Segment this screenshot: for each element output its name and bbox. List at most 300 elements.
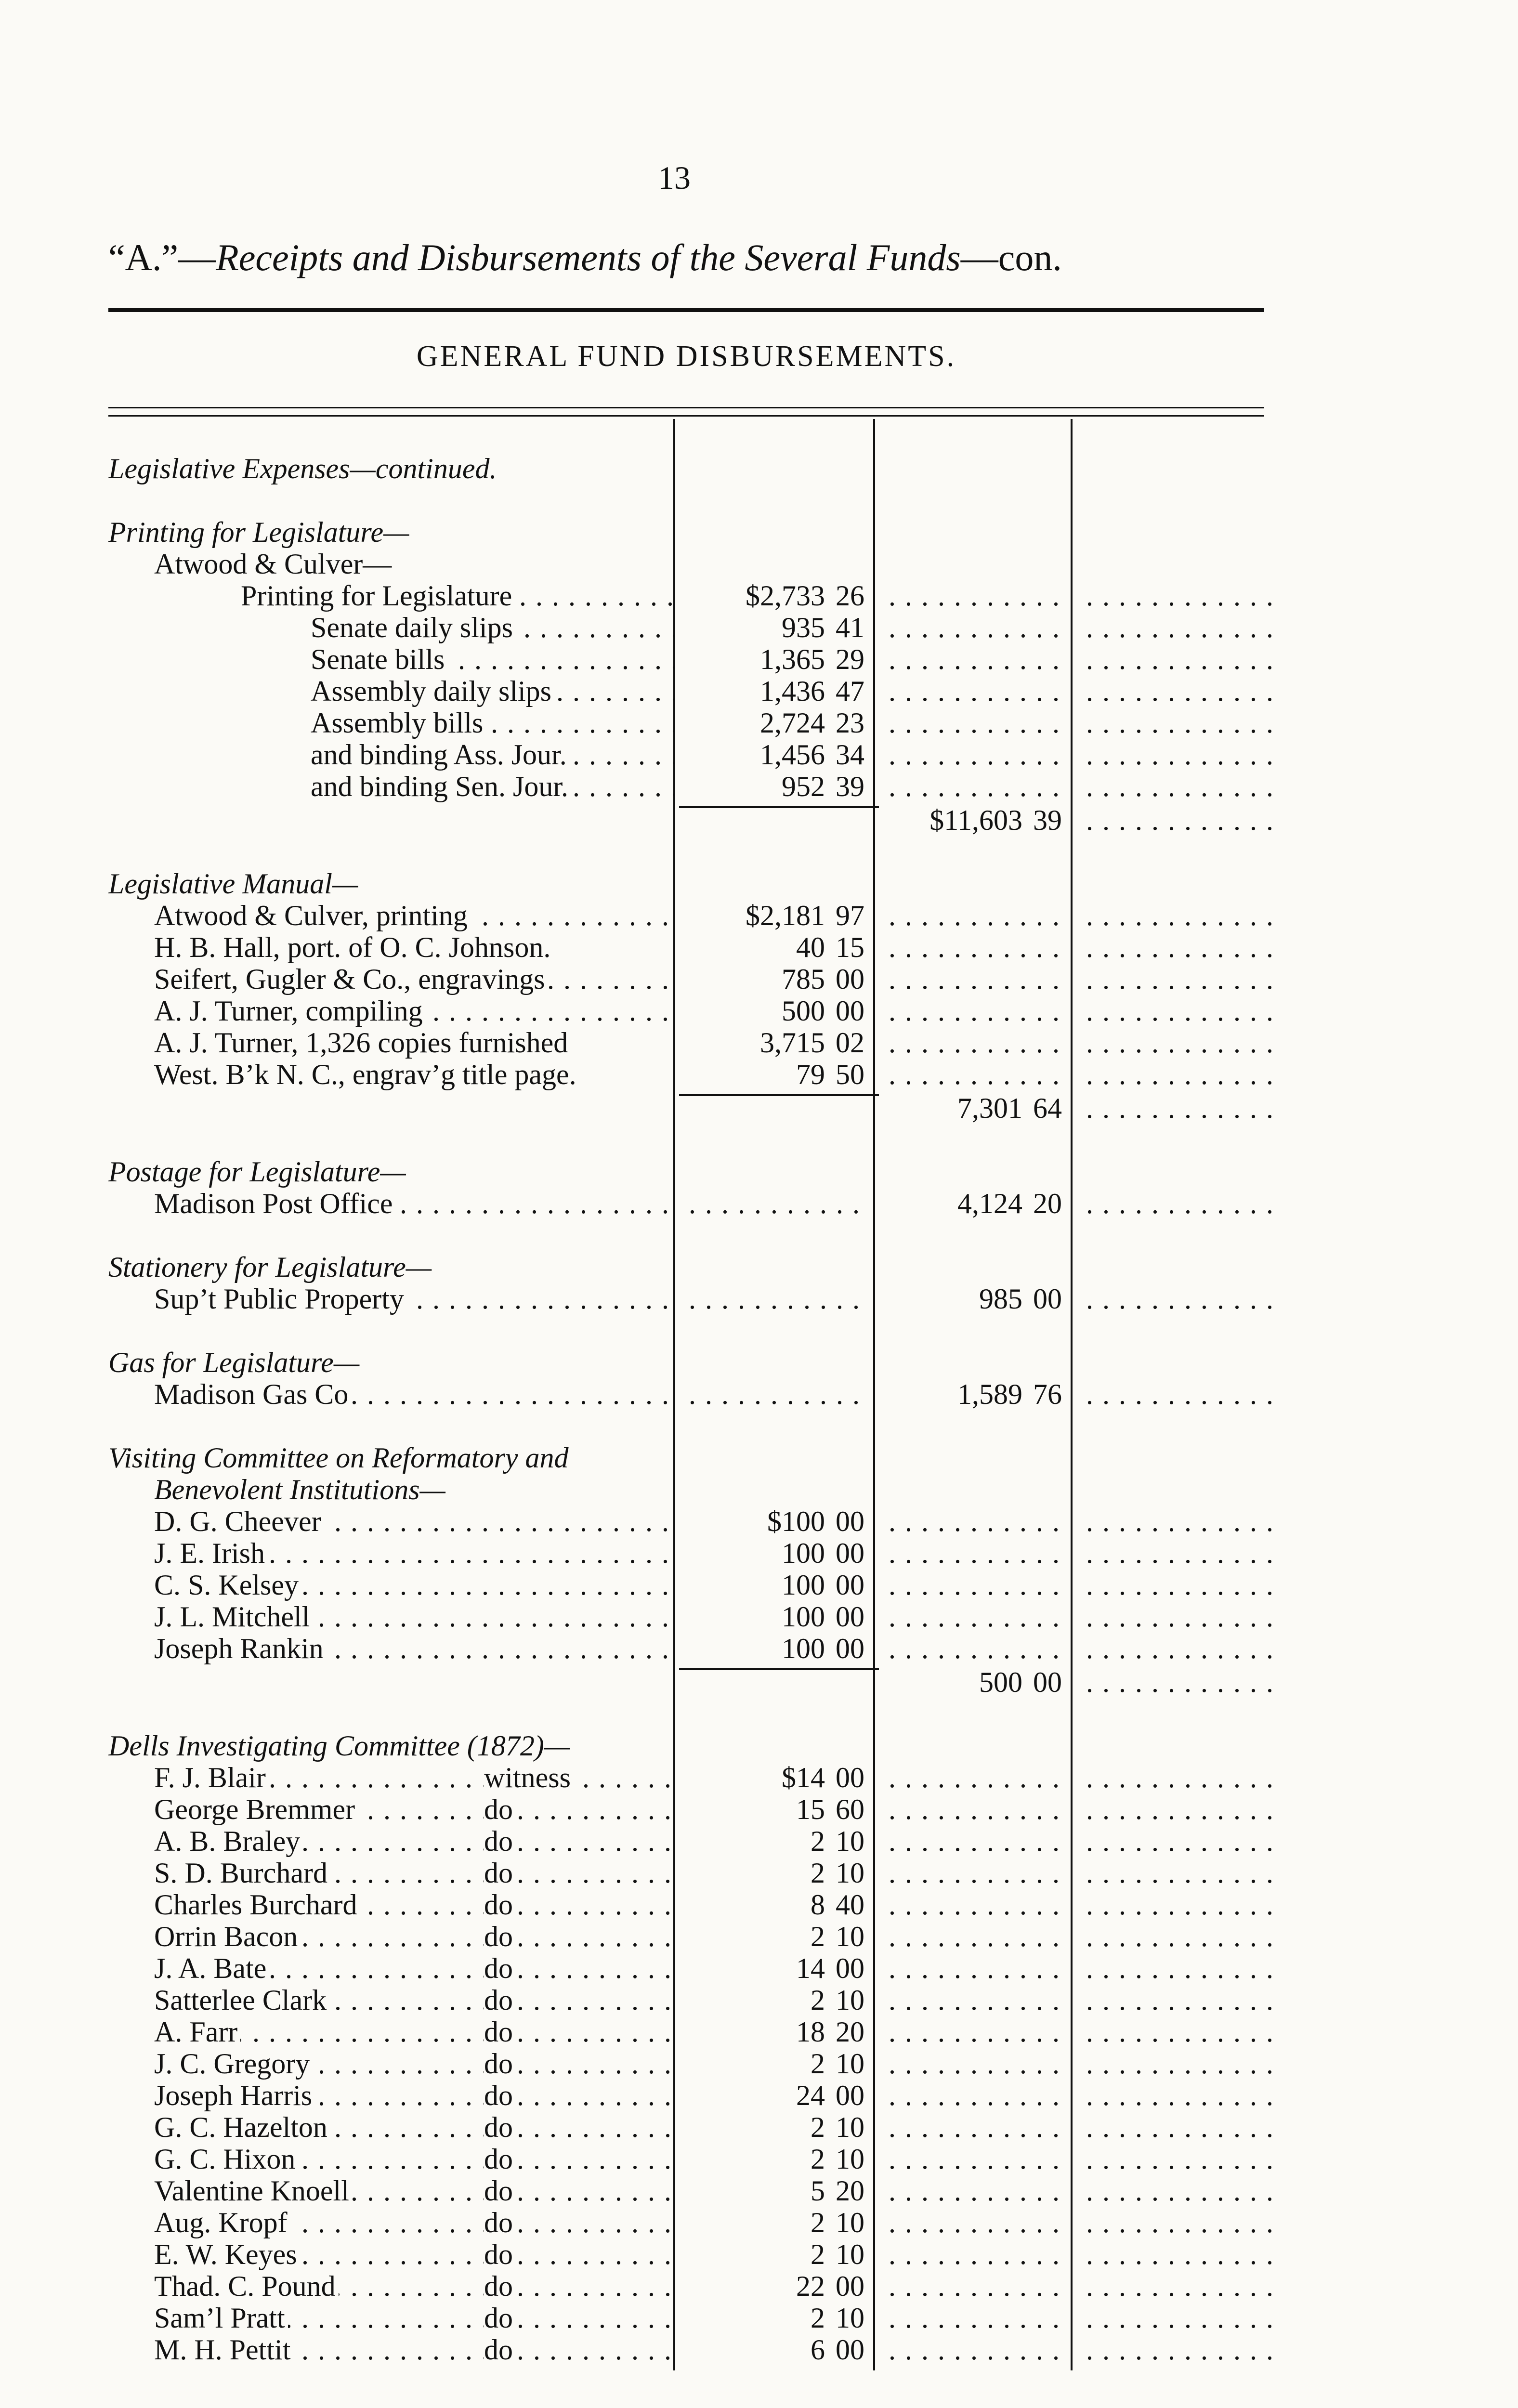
amount (679, 1889, 864, 1921)
amount (679, 1952, 864, 1984)
amount (679, 643, 864, 675)
witness-name (154, 2334, 484, 2366)
section-heading: GENERAL FUND DISBURSEMENTS. (416, 340, 956, 373)
leader-dots (1086, 1092, 1271, 1124)
witness-name-text: Aug. Kropf (154, 2207, 290, 2238)
witness-role-text: do (484, 2048, 516, 2080)
amount-cents: 34 (836, 739, 864, 771)
witness-name-text: A. B. Braley (154, 1825, 303, 1857)
witness-name (154, 1921, 484, 1952)
witness-role-text: do (484, 2143, 516, 2175)
leader-dots (1086, 2270, 1271, 2302)
table-row (0, 1378, 1518, 1410)
leader-dots (1086, 2080, 1271, 2111)
leader-dots (889, 771, 1067, 802)
double-rule-lower (108, 415, 1264, 417)
leader-dots (889, 900, 1067, 931)
amount-dollars: 100 (782, 1537, 825, 1569)
leader-dots (1086, 1793, 1271, 1825)
witness-name-text: A. Farr (154, 2016, 240, 2048)
group-heading-text: Benevolent Institutions— (154, 1474, 445, 1505)
item-label (154, 1569, 674, 1601)
double-rule-upper (108, 407, 1264, 408)
table-row (0, 612, 1518, 643)
amount-dollars: 500 (979, 1666, 1022, 1698)
amount-dollars: 40 (796, 931, 825, 963)
table-row (0, 1156, 1518, 1188)
table-row (0, 1027, 1518, 1059)
amount (679, 1984, 864, 2016)
amount (679, 1857, 864, 1889)
amount (679, 1537, 864, 1569)
witness-name (154, 1825, 484, 1857)
amount-dollars: 24 (796, 2080, 825, 2111)
table-row (0, 1347, 1518, 1378)
witness-role-text: do (484, 1921, 516, 1952)
amount-cents: 15 (836, 931, 864, 963)
witness-name (154, 1762, 484, 1793)
witness-role (484, 1889, 674, 1921)
amount-cents: 00 (836, 1762, 864, 1793)
item-label (311, 675, 674, 707)
table-row (0, 1666, 1518, 1698)
group-heading (108, 1251, 679, 1283)
item-label (311, 612, 674, 643)
amount-dollars: 18 (796, 2016, 825, 2048)
amount-dollars: 2 (811, 1921, 825, 1952)
amount-dollars: 2 (811, 2207, 825, 2238)
item-label (311, 643, 674, 675)
witness-name-text: J. C. Gregory (154, 2048, 313, 2080)
leader-dots (889, 1505, 1067, 1537)
item-label (154, 1059, 674, 1090)
amount-cents: 00 (836, 1505, 864, 1537)
amount-cents: 47 (836, 675, 864, 707)
witness-name (154, 1889, 484, 1921)
amount-dollars: 2,724 (760, 707, 825, 739)
table-row (0, 1825, 1518, 1857)
leader-dots (1086, 2111, 1271, 2143)
leader-dots (889, 2270, 1067, 2302)
amount (679, 707, 864, 739)
page-number: 13 (658, 159, 691, 196)
leader-dots (889, 2080, 1067, 2111)
leader-dots (889, 580, 1067, 612)
table-row (0, 1601, 1518, 1633)
top-rule (108, 308, 1264, 312)
table-row (0, 516, 1518, 548)
witness-role-text: do (484, 1793, 516, 1825)
group-heading (108, 453, 679, 484)
amount-cents: 00 (836, 1537, 864, 1569)
amount-cents: 10 (836, 2048, 864, 2080)
amount-dollars: 2 (811, 1984, 825, 2016)
leader-dots (889, 1633, 1067, 1664)
table-row (0, 1505, 1518, 1537)
running-title (108, 236, 1264, 279)
amount (679, 2143, 864, 2175)
amount-dollars: 7,301 (957, 1092, 1022, 1124)
amount-cents: 10 (836, 1825, 864, 1857)
witness-name (154, 2238, 484, 2270)
witness-role-text: do (484, 2207, 516, 2238)
leader-dots (1086, 675, 1271, 707)
witness-name (154, 2111, 484, 2143)
table-row (0, 643, 1518, 675)
item-label (311, 771, 674, 802)
amount-cents: 10 (836, 2111, 864, 2143)
witness-name (154, 2175, 484, 2207)
witness-name-text: J. A. Bate (154, 1952, 269, 1984)
leader-dots (889, 707, 1067, 739)
amount (679, 2080, 864, 2111)
leader-dots (1086, 1825, 1271, 1857)
leader-dots (1086, 1378, 1271, 1410)
group-heading (108, 868, 679, 900)
amount (879, 804, 1062, 836)
item-label (154, 963, 674, 995)
table-row (0, 1984, 1518, 2016)
amount-dollars: 2 (811, 1825, 825, 1857)
leader-dots (889, 1921, 1067, 1952)
witness-role (484, 2270, 674, 2302)
leader-dots (1086, 2207, 1271, 2238)
witness-name (154, 1793, 484, 1825)
subgroup-label-text: Atwood & Culver— (154, 548, 394, 580)
amount-cents: 00 (836, 2270, 864, 2302)
amount-dollars: 935 (782, 612, 825, 643)
witness-name-text: G. C. Hixon (154, 2143, 298, 2175)
amount-cents: 00 (836, 1569, 864, 1601)
item-label-text: and binding Ass. Jour. (311, 739, 570, 771)
amount-cents: 23 (836, 707, 864, 739)
witness-role (484, 1793, 674, 1825)
group-heading-text: Visiting Committee on Reformatory and (108, 1442, 569, 1474)
amount-dollars: $2,733 (746, 580, 825, 612)
leader-dots (1086, 1857, 1271, 1889)
leader-dots (1086, 771, 1271, 802)
item-label (154, 1601, 674, 1633)
leader-dots (1086, 900, 1271, 931)
table-row (0, 995, 1518, 1027)
amount-cents: 39 (1033, 804, 1062, 836)
witness-role (484, 1952, 674, 1984)
witness-role-text: do (484, 1857, 516, 1889)
table-row (0, 2048, 1518, 2080)
leader-dots (889, 1569, 1067, 1601)
item-label-text: Assembly daily slips (311, 675, 554, 707)
amount-cents: 00 (836, 1633, 864, 1664)
leader-dots (1086, 1569, 1271, 1601)
column-rule-3 (1071, 419, 1073, 2370)
amount (679, 1027, 864, 1059)
leader-dots (1086, 707, 1271, 739)
table-row (0, 1730, 1518, 1762)
amount (879, 1188, 1062, 1219)
amount (679, 580, 864, 612)
leader-dots (1086, 1952, 1271, 1984)
witness-role (484, 2238, 674, 2270)
witness-role (484, 1984, 674, 2016)
amount-cents: 10 (836, 1921, 864, 1952)
amount-dollars: 952 (782, 771, 825, 802)
item-label-text: Atwood & Culver, printing (154, 900, 471, 931)
leader-dots (889, 643, 1067, 675)
table-row (0, 1188, 1518, 1219)
table-row (0, 580, 1518, 612)
witness-role-text: do (484, 1889, 516, 1921)
amount-cents: 29 (836, 643, 864, 675)
table-row (0, 2334, 1518, 2366)
table-row (0, 675, 1518, 707)
leader-dots (889, 1793, 1067, 1825)
witness-name (154, 1952, 484, 1984)
item-label-text: Seifert, Gugler & Co., engravings (154, 963, 548, 995)
amount (679, 1825, 864, 1857)
table-row (0, 1569, 1518, 1601)
leader-dots (1086, 963, 1271, 995)
table-row (0, 453, 1518, 484)
table-row (0, 1537, 1518, 1569)
witness-role-text: do (484, 1952, 516, 1984)
group-heading (108, 1730, 679, 1762)
amount-dollars: $14 (782, 1762, 825, 1793)
amount (879, 1378, 1062, 1410)
leader-dots (1086, 2302, 1271, 2334)
group-heading-text: Dells Investigating Committee (1872)— (108, 1730, 570, 1762)
leader-dots (689, 1283, 869, 1315)
amount-dollars: 6 (811, 2334, 825, 2366)
amount-cents: 39 (836, 771, 864, 802)
amount (679, 2016, 864, 2048)
amount-cents: 50 (836, 1059, 864, 1090)
leader-dots (1086, 2238, 1271, 2270)
witness-name-text: M. H. Pettit (154, 2334, 293, 2366)
witness-name (154, 1984, 484, 2016)
witness-role-text: do (484, 2334, 516, 2366)
witness-name (154, 2302, 484, 2334)
leader-dots (1086, 1889, 1271, 1921)
table-row (0, 707, 1518, 739)
amount-dollars: 2 (811, 2048, 825, 2080)
amount (679, 995, 864, 1027)
amount-dollars: 2 (811, 2111, 825, 2143)
amount-cents: 00 (836, 2334, 864, 2366)
leader-dots (1086, 1283, 1271, 1315)
amount-dollars: 79 (796, 1059, 825, 1090)
item-label-text: J. L. Mitchell (154, 1601, 313, 1633)
item-label (154, 900, 674, 931)
amount (679, 2048, 864, 2080)
leader-dots (1086, 1505, 1271, 1537)
amount (679, 1505, 864, 1537)
leader-dots (889, 2302, 1067, 2334)
item-label-text: Assembly bills (311, 707, 486, 739)
table-row (0, 1633, 1518, 1664)
leader-dots (889, 1825, 1067, 1857)
table-row (0, 548, 1518, 580)
amount (679, 675, 864, 707)
item-label-text: Sup’t Public Property (154, 1283, 407, 1315)
amount (679, 931, 864, 963)
leader-dots (889, 1537, 1067, 1569)
item-label-text: and binding Sen. Jour. (311, 771, 571, 802)
item-label-text: West. B’k N. C., engrav’g title page. (154, 1059, 579, 1090)
amount-dollars: $100 (767, 1505, 825, 1537)
witness-role-text: witness (484, 1762, 574, 1793)
group-heading (108, 1347, 679, 1378)
amount-cents: 10 (836, 2302, 864, 2334)
item-label (311, 707, 674, 739)
group-heading-text: Printing for Legislature— (108, 516, 409, 548)
amount-dollars: 5 (811, 2175, 825, 2207)
witness-name-text: Valentine Knoell (154, 2175, 352, 2207)
leader-dots (889, 2143, 1067, 2175)
amount (679, 2175, 864, 2207)
leader-dots (1086, 1984, 1271, 2016)
leader-dots (889, 1027, 1067, 1059)
witness-role-text: do (484, 2016, 516, 2048)
amount-cents: 10 (836, 2143, 864, 2175)
witness-name (154, 2143, 484, 2175)
leader-dots (1086, 612, 1271, 643)
witness-role (484, 2334, 674, 2366)
group-heading-continued (154, 1474, 725, 1505)
group-heading-text: Postage for Legislature— (108, 1156, 406, 1188)
leader-dots (889, 963, 1067, 995)
amount-dollars: 2 (811, 1857, 825, 1889)
witness-name-text: Charles Burchard (154, 1889, 360, 1921)
amount-cents: 64 (1033, 1092, 1062, 1124)
item-label (154, 995, 674, 1027)
witness-name-text: Thad. C. Pound (154, 2270, 339, 2302)
item-label-text: Madison Gas Co (154, 1378, 351, 1410)
group-heading-text: Gas for Legislature— (108, 1347, 360, 1378)
amount-cents: 00 (836, 963, 864, 995)
amount (679, 2238, 864, 2270)
amount-dollars: $2,181 (746, 900, 825, 931)
leader-dots (1086, 1601, 1271, 1633)
leader-dots (1086, 931, 1271, 963)
amount (679, 771, 864, 802)
leader-dots (889, 931, 1067, 963)
table-row (0, 771, 1518, 802)
group-heading (108, 1156, 679, 1188)
leader-dots (1086, 1188, 1271, 1219)
item-label (154, 1027, 674, 1059)
witness-name-text: Sam’l Pratt (154, 2302, 288, 2334)
witness-role (484, 1825, 674, 1857)
witness-role (484, 1762, 674, 1793)
leader-dots (889, 739, 1067, 771)
table-row (0, 2238, 1518, 2270)
item-label (154, 1633, 674, 1664)
item-label (154, 931, 674, 963)
amount-dollars: 4,124 (957, 1188, 1022, 1219)
leader-dots (889, 2238, 1067, 2270)
group-heading-text: Legislative Expenses—continued. (108, 453, 497, 484)
amount (679, 1059, 864, 1090)
witness-role (484, 2080, 674, 2111)
witness-name-text: E. W. Keyes (154, 2238, 300, 2270)
witness-role-text: do (484, 2175, 516, 2207)
witness-name (154, 1857, 484, 1889)
table-row (0, 2302, 1518, 2334)
amount (879, 1092, 1062, 1124)
amount-cents: 10 (836, 2238, 864, 2270)
witness-role (484, 2207, 674, 2238)
amount-cents: 10 (836, 1984, 864, 2016)
amount-cents: 00 (1033, 1666, 1062, 1698)
leader-dots (1086, 1027, 1271, 1059)
table-row (0, 2207, 1518, 2238)
witness-role (484, 2175, 674, 2207)
witness-name (154, 2016, 484, 2048)
witness-name-text: F. J. Blair (154, 1762, 269, 1793)
witness-role (484, 2048, 674, 2080)
leader-dots (889, 1059, 1067, 1090)
amount-dollars: 2 (811, 2302, 825, 2334)
amount-cents: 00 (836, 995, 864, 1027)
witness-name-text: G. C. Hazelton (154, 2111, 330, 2143)
table-row (0, 2175, 1518, 2207)
amount-dollars: 100 (782, 1601, 825, 1633)
witness-role (484, 1857, 674, 1889)
witness-name-text: Joseph Harris (154, 2080, 315, 2111)
leader-dots (889, 1601, 1067, 1633)
amount-cents: 76 (1033, 1378, 1062, 1410)
amount-dollars: 22 (796, 2270, 825, 2302)
amount (679, 1601, 864, 1633)
witness-role-text: do (484, 1984, 516, 2016)
amount (679, 1921, 864, 1952)
item-label-text: Senate daily slips (311, 612, 516, 643)
amount (679, 612, 864, 643)
table-row (0, 1251, 1518, 1283)
column-rule-2 (873, 419, 875, 2370)
amount-cents: 97 (836, 900, 864, 931)
witness-role-text: do (484, 2270, 516, 2302)
table-row (0, 2143, 1518, 2175)
table-row (0, 1921, 1518, 1952)
amount-cents: 20 (1033, 1188, 1062, 1219)
amount (879, 1283, 1062, 1315)
item-label-text: H. B. Hall, port. of O. C. Johnson. (154, 931, 553, 963)
leader-dots (889, 612, 1067, 643)
leader-dots (1086, 580, 1271, 612)
leader-dots (1086, 2143, 1271, 2175)
amount-dollars: 985 (979, 1283, 1022, 1315)
amount-dollars: 500 (782, 995, 825, 1027)
amount-dollars: 785 (782, 963, 825, 995)
amount-cents: 26 (836, 580, 864, 612)
item-label-text: A. J. Turner, compiling (154, 995, 426, 1027)
amount-dollars: 1,365 (760, 643, 825, 675)
table-row (0, 2270, 1518, 2302)
amount-dollars: 100 (782, 1569, 825, 1601)
leader-dots (689, 1378, 869, 1410)
leader-dots (889, 2048, 1067, 2080)
amount (679, 963, 864, 995)
amount (679, 1762, 864, 1793)
table-row (0, 804, 1518, 836)
table-row (0, 900, 1518, 931)
witness-role (484, 2143, 674, 2175)
witness-role-text: do (484, 2302, 516, 2334)
group-heading-text: Stationery for Legislature— (108, 1251, 432, 1283)
leader-dots (889, 2207, 1067, 2238)
table-row (0, 2080, 1518, 2111)
